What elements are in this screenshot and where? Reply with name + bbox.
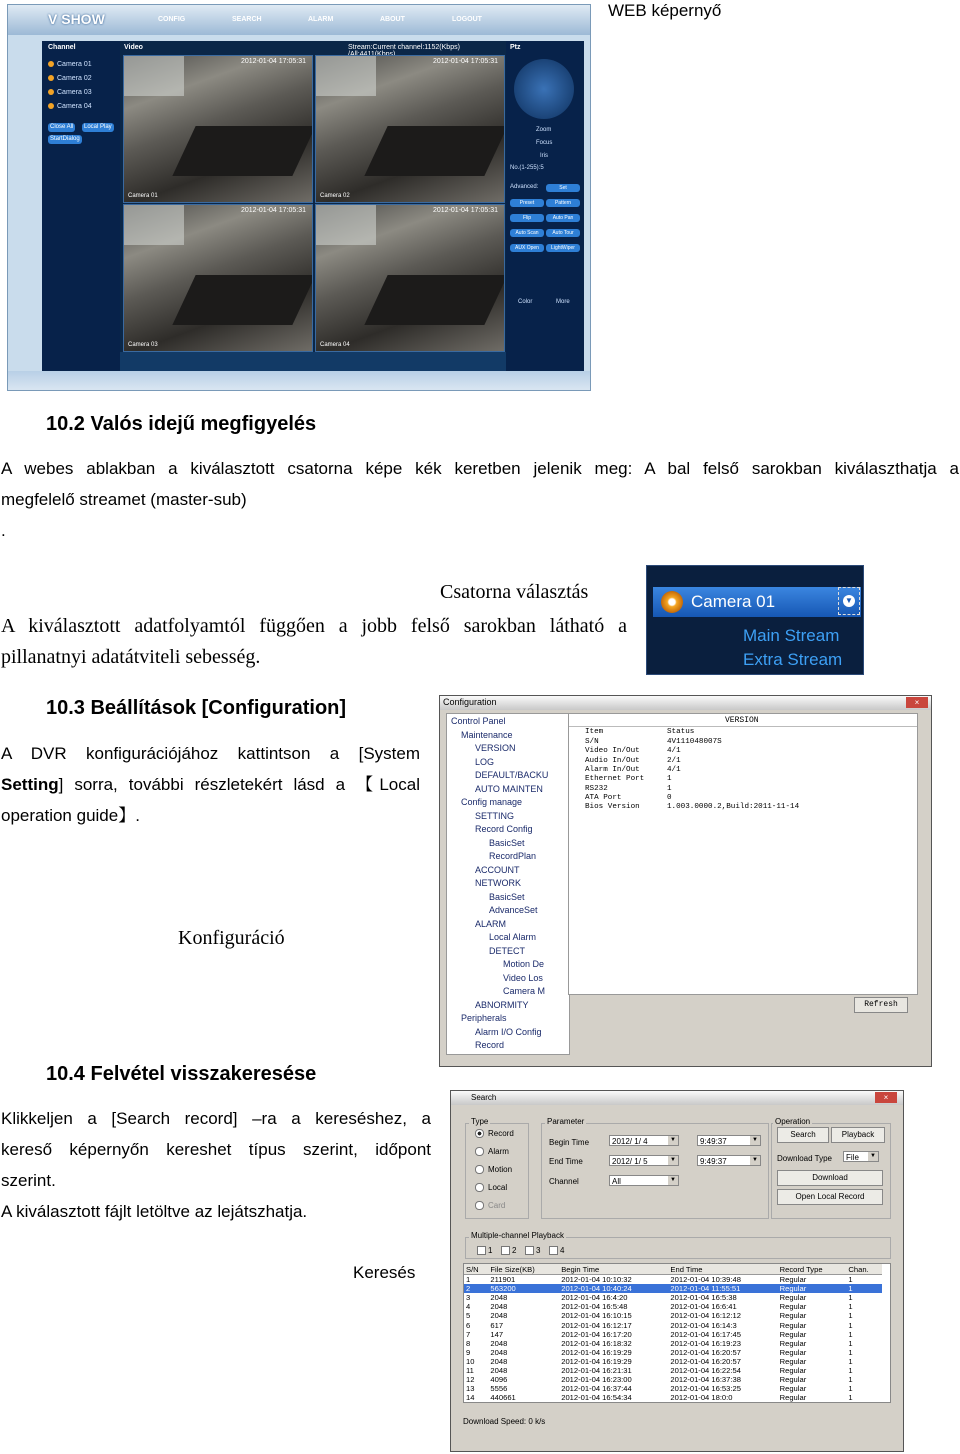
table-cell: 1 [848,1375,853,1385]
table-cell: 4096 [490,1375,508,1385]
pattern-button[interactable]: Pattern [546,199,580,207]
table-cell: 2012-01-04 16:19:23 [670,1338,741,1348]
table-cell: 2012-01-04 16:14:3 [670,1320,737,1330]
column-header[interactable]: S/N [464,1264,488,1275]
web-menu-about[interactable]: ABOUT [380,16,405,23]
col-item: Item [585,728,604,736]
table-cell: 2012-01-04 16:21:31 [561,1365,632,1375]
table-cell: 2012-01-04 16:23:00 [561,1375,632,1385]
version-status: 1 [667,775,672,784]
table-cell: 3 [466,1293,471,1303]
para-10-4-line1: Klikkeljen a [Search record] –ra a kereséshez, a [1,1109,431,1128]
table-row[interactable] [464,1302,882,1311]
heading-10-2: 10.2 Valós idejű megfigyelés [46,413,317,435]
table-cell: 2012-01-04 16:19:29 [561,1347,632,1357]
table-cell: 2012-01-04 16:20:57 [670,1347,741,1357]
camera-icon [48,89,54,95]
table-cell: Regular [779,1302,807,1312]
table-cell: 14 [466,1393,475,1403]
tree-item[interactable]: Config manage [461,797,523,807]
begin-time-input[interactable]: 9:49:37 ▼ [697,1135,761,1146]
version-status: 4V111048007S [667,738,722,746]
table-cell: Regular [779,1320,807,1330]
para-10-3-line1: A DVR konfigurációjához kattintson a [System [1,744,420,763]
refresh-button[interactable]: Refresh [854,997,908,1013]
table-cell: 2048 [490,1338,508,1348]
tree-item[interactable]: Motion De [503,959,545,969]
tree-item[interactable]: LOG [475,756,495,767]
version-status: 0 [667,793,672,802]
ptz-header: Ptz [510,44,521,51]
table-cell: 9 [466,1347,471,1357]
begin-date-input[interactable]: 2012/ 1/ 4 ▼ [609,1135,679,1146]
heading-10-3: 10.3 Beállítások [Configuration] [46,697,347,719]
main-stream-option[interactable]: Main Stream [743,626,840,645]
version-item: S/N [585,738,599,746]
channel-label: Channel [549,1177,579,1186]
table-cell: 1 [466,1275,471,1285]
caption-search: Keresés [353,1263,416,1282]
ptz-direction-pad[interactable] [514,59,574,119]
version-item: Alarm In/Out [585,765,640,774]
para-10-2-b-line1: A kiválasztott adatfolyamtól függően a jobb felső sarokban látható a [1,615,627,637]
web-footer [8,371,590,391]
para-10-2-line2: megfelelő streamet (master-sub) [1,490,247,509]
table-cell: 1 [848,1275,853,1285]
table-row[interactable] [464,1339,882,1348]
table-cell: 2012-01-04 16:37:44 [561,1384,632,1394]
configuration-dialog [439,695,932,1067]
table-row[interactable] [464,1311,882,1320]
tree-item[interactable]: SETTING [475,810,515,821]
start-dialog-button[interactable]: StartDialog [50,136,80,142]
table-cell: 5 [466,1311,471,1321]
table-cell: 2012-01-04 16:17:20 [561,1329,632,1339]
version-item: Bios Version [585,803,640,812]
column-header[interactable]: File Size(KB) [488,1264,559,1275]
table-cell: Regular [779,1329,807,1339]
table-row[interactable] [464,1320,882,1329]
light-wiper-button[interactable]: LightWiper [546,244,580,252]
table-row[interactable] [464,1393,882,1402]
camera-item[interactable]: Camera 03 [48,89,92,96]
local-play-button[interactable]: Local Play [84,124,112,130]
table-cell: 1 [848,1302,853,1312]
table-cell: 1 [848,1347,853,1357]
open-local-record-button[interactable]: Open Local Record [777,1189,883,1205]
tree-item[interactable]: Peripherals [461,1013,507,1023]
version-status: 1 [667,784,672,793]
tree-item[interactable]: ACCOUNT [475,864,520,875]
table-cell: 1 [848,1338,853,1348]
multi-channel-4[interactable]: 4 [549,1246,564,1255]
para-10-4-line3: szerint. [1,1171,56,1190]
table-cell: 1 [848,1384,853,1394]
version-item: Ethernet Port [585,775,645,784]
table-cell: Regular [779,1384,807,1394]
preset-button[interactable]: Preset [510,199,544,207]
table-cell: 2012-01-04 16:19:29 [561,1356,632,1366]
table-cell: Regular [779,1365,807,1375]
table-cell: 2012-01-04 16:5:38 [670,1293,737,1303]
web-logo: V SHOW [48,11,105,27]
channel-header: Channel [48,44,76,51]
tree-item[interactable]: Record Config [475,824,533,834]
tree-item[interactable]: Maintenance [461,729,513,740]
download-speed: Download Speed: 0 k/s [463,1417,546,1426]
table-cell: 1 [848,1293,853,1303]
web-menu-logout[interactable]: LOGOUT [452,16,482,23]
tree-item[interactable]: Video Los [503,972,543,983]
record-table[interactable] [463,1263,891,1403]
table-cell: Regular [779,1347,807,1357]
type-record-radio[interactable]: Record [475,1129,514,1138]
web-ptz-panel [506,41,584,371]
tree-item[interactable]: Record [475,1040,505,1050]
table-cell: 8 [466,1338,471,1348]
table-cell: 1 [846,1284,882,1293]
tree-item[interactable]: BasicSet [489,837,525,848]
para-10-2-line1: A webes ablakban a kiválasztott csatorna képe kék keretben jelenik meg: A bal felső sarokban kiválaszthatja a [1,459,959,478]
tree-item[interactable]: Camera M [503,986,546,996]
channel-dropdown[interactable] [653,587,861,617]
video-cell[interactable]: 2012-01-04 17:05:31 Camera 02 [315,55,505,203]
video-cell[interactable]: 2012-01-04 17:05:31 Camera 03 [123,204,313,352]
tree-item[interactable]: Local Alarm [489,932,537,942]
iris-label: Iris [540,153,548,159]
advanced-label: Advanced: [510,184,539,190]
flip-button[interactable]: Flip [510,214,544,222]
config-titlebar [440,696,931,710]
auto-scan-button[interactable]: Auto Scan [510,229,544,237]
table-cell: 13 [466,1384,475,1394]
tree-item[interactable]: Control Panel [451,716,506,726]
version-status: 2/1 [667,756,681,765]
video-cell[interactable]: 2012-01-04 17:05:31 Camera 04 [315,204,505,352]
end-time-input[interactable]: 9:49:37 ▼ [697,1155,761,1166]
table-cell: 2012-01-04 16:22:54 [670,1365,741,1375]
search-title: Search [471,1093,497,1102]
table-cell: 2012-01-04 16:5:48 [561,1302,628,1312]
version-item: Video In/Out [585,747,640,756]
table-cell: 1 [848,1393,853,1403]
table-cell: 2012-01-04 18:0:0 [670,1393,733,1403]
parameter-label: Parameter [547,1117,585,1126]
chevron-down-icon: ▼ [843,595,855,607]
config-tree[interactable] [446,713,570,1055]
config-title: Configuration [443,697,497,707]
table-cell: 2048 [490,1293,508,1303]
table-cell: 2012-01-04 16:10:15 [561,1311,632,1321]
download-type-select[interactable]: File ▼ [843,1151,879,1162]
table-cell: 1 [848,1320,853,1330]
table-cell: Regular [779,1311,807,1321]
table-cell: Regular [779,1293,807,1303]
web-menu-config[interactable]: CONFIG [158,16,186,23]
close-icon[interactable]: × [906,697,928,708]
camera-icon [661,591,683,613]
web-menu-search[interactable]: SEARCH [232,16,262,23]
table-row[interactable] [464,1384,882,1393]
version-item: ATA Port [585,793,622,802]
version-panel [568,713,918,995]
version-title: VERSION [725,716,759,725]
table-row[interactable] [464,1357,882,1366]
table-cell: 2012-01-04 11:55:51 [668,1284,777,1293]
multi-playback-label: Multiple-channel Playback [471,1231,564,1240]
auto-pan-button[interactable]: Auto Pan [546,214,580,222]
table-cell: 5556 [490,1384,508,1394]
type-motion-radio[interactable]: Motion [475,1165,512,1174]
table-row[interactable] [464,1366,882,1375]
table-cell: Regular [779,1356,807,1366]
tree-item[interactable]: AdvanceSet [489,905,538,915]
selected-camera: Camera 01 [691,592,776,611]
table-cell: Regular [779,1338,807,1348]
camera-icon [48,61,54,67]
para-10-4-line2: kereső képernyőn kereshet típus szerint, időpont [1,1140,431,1159]
type-card-radio[interactable]: Card [475,1201,505,1210]
multi-channel-2[interactable]: 2 [501,1246,516,1255]
dropdown-toggle[interactable] [838,587,860,615]
table-cell: 2012-01-04 16:37:38 [670,1375,741,1385]
table-cell: 211901 [490,1275,516,1285]
tree-item[interactable]: ABNORMITY [475,999,529,1010]
table-row[interactable] [464,1293,882,1302]
table-cell: 2048 [490,1347,508,1357]
para-10-4-line4: A kiválasztott fájlt letöltve az lejátszhatja. [1,1202,308,1221]
channel-selector [646,565,864,675]
table-cell: 2012-01-04 16:4:20 [561,1293,628,1303]
auto-tour-button[interactable]: Auto Tour [546,229,580,237]
caption-web-screen: WEB képernyő [608,1,722,20]
table-cell: 2012-01-04 16:18:32 [561,1338,632,1348]
table-cell: 2012-01-04 16:12:12 [670,1311,741,1321]
search-dialog [450,1090,904,1452]
zoom-label: Zoom [536,127,552,133]
camera-item[interactable]: Camera 01 [48,61,92,68]
more-tab[interactable]: More [556,299,570,305]
column-header[interactable]: Chan. [846,1264,882,1275]
tree-item[interactable]: VERSION [475,743,516,753]
table-cell: 2048 [490,1365,508,1375]
end-date-input[interactable]: 2012/ 1/ 5 ▼ [609,1155,679,1166]
table-row[interactable] [464,1375,882,1384]
extra-stream-option[interactable]: Extra Stream [743,650,843,669]
channel-select[interactable]: All ▼ [609,1175,679,1186]
caption-channel-select: Csatorna választás [440,581,589,603]
heading-10-4: 10.4 Felvétel visszakeresése [46,1063,317,1085]
table-row[interactable] [464,1330,882,1339]
multi-channel-3[interactable]: 3 [525,1246,540,1255]
web-viewer-screenshot [7,4,591,391]
table-cell: 440661 [490,1393,516,1403]
table-cell: 617 [490,1320,504,1330]
table-cell: 12 [466,1375,475,1385]
table-row[interactable] [464,1348,882,1357]
type-label: Type [471,1117,489,1126]
tree-item[interactable]: DEFAULT/BACKU [475,770,549,780]
table-row[interactable] [464,1284,882,1293]
para-10-3-line3: operation guide】. [1,806,140,825]
tree-item[interactable]: ALARM [475,918,507,929]
table-cell: 2012-01-04 16:6:41 [670,1302,737,1312]
table-cell: 10 [466,1356,475,1366]
camera-item[interactable]: Camera 02 [48,75,92,82]
para-10-2-dot: . [1,521,6,540]
focus-label: Focus [536,140,553,146]
table-cell: 2012-01-04 16:54:34 [561,1393,632,1403]
stream-status: Stream:Current channel:1152(Kbps) [348,44,460,51]
table-cell: Regular [779,1275,807,1285]
version-status: 4/1 [667,765,681,774]
table-row[interactable] [464,1275,882,1285]
preset-number-label: No.(1-255):5 [510,165,544,171]
download-button[interactable]: Download [777,1170,883,1186]
table-cell: 1 [848,1311,853,1321]
table-cell: 1 [848,1329,853,1339]
table-cell: 2012-01-04 10:10:32 [561,1275,632,1285]
table-cell: 11 [466,1365,474,1375]
column-header[interactable]: Begin Time [559,1264,668,1275]
aux-open-button[interactable]: AUX Open [510,244,544,252]
tree-item[interactable]: RecordPlan [489,851,537,861]
table-cell: 1 [848,1365,853,1375]
table-cell: 1 [848,1356,853,1366]
search-titlebar [451,1091,903,1105]
close-icon[interactable]: × [875,1092,897,1103]
camera-icon [48,103,54,109]
version-status: 4/1 [667,747,681,756]
table-cell: 2048 [490,1356,508,1366]
table-cell: 2012-01-04 16:53:25 [670,1384,741,1394]
caption-configuration: Konfiguráció [178,927,285,949]
table-cell: 6 [466,1320,471,1330]
camera-item[interactable]: Camera 04 [48,103,92,110]
tree-item[interactable]: DETECT [489,945,525,956]
web-menu-alarm[interactable]: ALARM [308,16,334,23]
video-header: Video [124,44,143,51]
camera-icon [48,75,54,81]
table-cell: Regular [778,1284,847,1293]
table-cell: 2012-01-04 16:12:17 [561,1320,632,1330]
video-cell[interactable]: 2012-01-04 17:05:31 Camera 01 [123,55,313,203]
type-alarm-radio[interactable]: Alarm [475,1147,509,1156]
operation-label: Operation [775,1117,811,1126]
table-cell: 4 [466,1302,471,1312]
begin-time-label: Begin Time [549,1138,590,1147]
table-cell: Regular [779,1393,807,1403]
tree-item[interactable]: AUTO MAINTEN [475,783,543,794]
table-cell: 2012-01-04 16:17:45 [670,1329,741,1339]
version-item: RS232 [585,784,608,793]
type-local-radio[interactable]: Local [475,1183,507,1192]
end-time-label: End Time [549,1157,583,1166]
table-cell: 147 [490,1329,504,1339]
web-channel-panel [42,41,120,371]
tree-item[interactable]: NETWORK [475,878,521,888]
download-type-label: Download Type [777,1154,832,1163]
table-cell: 563200 [488,1284,559,1293]
multi-channel-1[interactable]: 1 [477,1246,492,1255]
table-cell: 2 [464,1284,488,1293]
table-cell: 2048 [490,1311,508,1321]
tree-item[interactable]: Alarm I/O Config [475,1026,542,1037]
table-cell: 2012-01-04 10:39:48 [670,1275,741,1285]
version-status: 1.003.0000.2,Build:2011-11-14 [667,803,800,812]
search-button[interactable]: Search [777,1127,829,1143]
web-topbar [8,5,590,35]
para-10-2-b-line2: pillanatnyi adatátviteli sebesség. [1,646,261,668]
table-cell: Regular [779,1375,807,1385]
video-toolbar[interactable] [120,352,506,371]
table-cell: 2048 [490,1302,508,1312]
playback-button[interactable]: Playback [831,1127,885,1143]
table-cell: 2012-01-04 10:40:24 [559,1284,668,1293]
col-status: Status [667,728,695,736]
tree-item[interactable]: BasicSet [489,891,525,902]
version-item: Audio In/Out [585,756,640,765]
column-header[interactable]: Record Type [778,1264,847,1275]
column-header[interactable]: End Time [668,1264,777,1275]
set-button[interactable]: Set [546,184,580,192]
color-tab[interactable]: Color [518,299,533,305]
table-cell: 2012-01-04 16:20:57 [670,1356,741,1366]
table-cell: 7 [466,1329,471,1339]
close-all-button[interactable]: Close All [50,124,74,130]
web-video-panel [120,41,506,371]
para-10-3-line2: Setting] sorra, további részletekért lásd a 【Local [1,775,420,794]
